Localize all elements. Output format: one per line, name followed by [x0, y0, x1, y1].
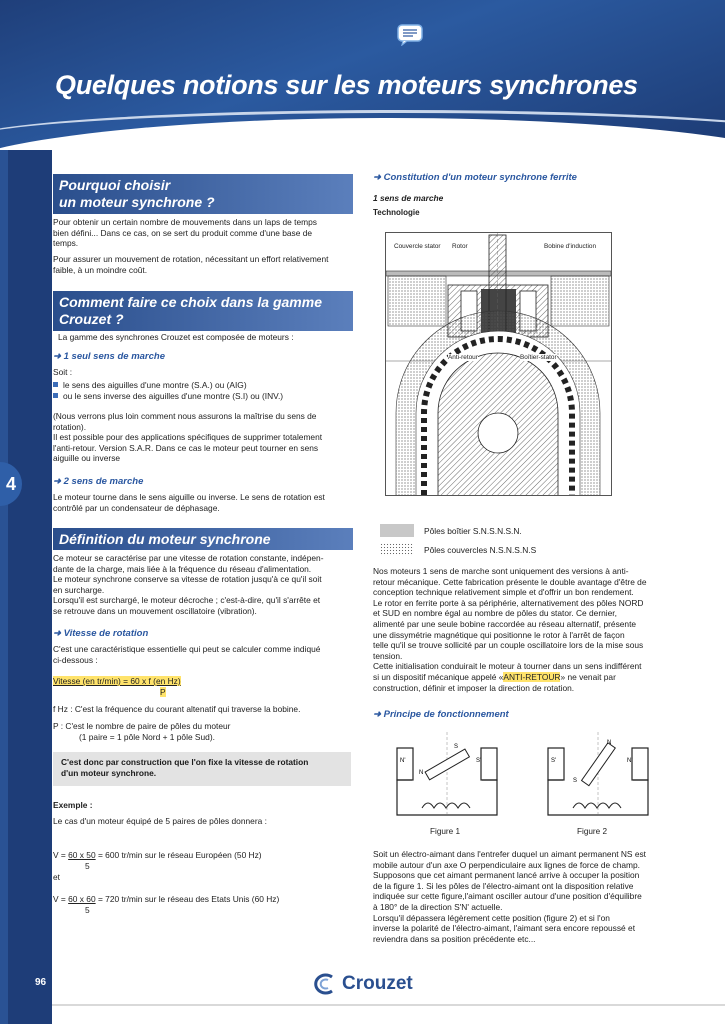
paragraph-ferrite: [373, 566, 673, 693]
text-line: l'anti-retour. Version S.A.R. Dans ce cas le moteur peut tourner en sens: [53, 442, 319, 453]
crouzet-logo-text: Crouzet: [342, 973, 413, 994]
figure-1-caption: Figure 1: [430, 827, 461, 836]
formula-denominator: P: [160, 686, 166, 697]
subheading-text: Constitution d'un moteur synchrone ferrite: [383, 172, 577, 183]
square-bullet-icon: [53, 382, 58, 387]
definition-f: f Hz : C'est la fréquence du courant altenatif qui traverse la bobine.: [53, 704, 301, 714]
text-line: Pour obtenir un certain nombre de mouvements dans un laps de temps: [53, 217, 317, 227]
formula-numerator: 60 x 50: [68, 850, 96, 860]
technologie-label: Technologie: [373, 208, 420, 217]
figure-2-electromagnet: [543, 730, 653, 820]
left-sidebar-edge: [0, 150, 8, 1024]
text-line: se retrouve dans un mouvement oscillatoire (vibration).: [53, 605, 257, 616]
text-line: inverse la polarité de l'électro-aimant, l'aimant sera encore repoussé et: [373, 923, 636, 934]
list-item: [53, 391, 353, 402]
paragraph-pourquoi-2: [53, 254, 353, 275]
text-line: une dissymétrie magnétique qui positionne le rotor à l'arrêt de façon: [373, 629, 625, 640]
heading-line: Définition du moteur synchrone: [59, 531, 271, 547]
example-formula-1: [53, 850, 353, 871]
text-line: tension.: [373, 650, 403, 661]
label-bobine-induction: Bobine d'induction: [544, 243, 597, 250]
formula-numerator: Vitesse (en tr/min) = 60 x f (en Hz): [53, 676, 181, 686]
text-line: Pour assurer un mouvement de rotation, nécessitant un effort relativement: [53, 254, 329, 264]
figure-1-electromagnet: [392, 730, 502, 820]
formula-result: = 600 tr/min sur le réseau Européen (50 Hz): [97, 850, 262, 860]
svg-text:S: S: [573, 778, 578, 784]
crouzet-logo: [312, 973, 413, 995]
text-line: aiguille ou inverse: [53, 453, 121, 464]
svg-text:S: S: [454, 744, 459, 750]
header-swoosh-line: [0, 110, 725, 150]
legend-swatch-couvercles: [380, 543, 414, 556]
paragraph-vitesse: [53, 644, 353, 665]
text-line: (Nous verrons plus loin comment nous assurons la maîtrise du sens de: [53, 411, 317, 421]
formula-denominator: 5: [85, 904, 90, 915]
example-text: Le cas d'un moteur équipé de 5 paires de pôles donnera :: [53, 816, 267, 826]
text-line: telle qu'il se trouve sollicité par un couple oscillatoire lors de la mise sous: [373, 640, 644, 651]
subheading-text: 2 sens de marche: [63, 476, 144, 487]
subheading-text: Principe de fonctionnement: [383, 709, 509, 720]
formula-result: = 720 tr/min sur le réseau des Etats Unis (60 Hz): [97, 894, 280, 904]
list-item-text: le sens des aiguilles d'une montre (S.A.) ou (AIG): [63, 380, 247, 390]
soit-label: Soit :: [53, 367, 73, 377]
svg-text:S': S': [551, 758, 557, 764]
example-formula-2: [53, 894, 353, 915]
subheading-vitesse: [53, 628, 148, 639]
arrow-right-icon: ➜: [373, 172, 384, 183]
page-title: Quelques notions sur les moteurs synchrones: [55, 70, 638, 100]
text-line: alimenté par une seule bobine raccordée au réseau alternatif, présente: [373, 618, 637, 629]
footer-divider: [52, 1004, 725, 1006]
text-line: C'est donc par construction que l'on fixe la vitesse de rotation: [61, 757, 309, 767]
text-span: » ne venait par: [560, 671, 616, 682]
formula-prefix: V =: [53, 894, 66, 904]
text-line: et SUD en nombre égal au nombre de pôles du stator. Ce dernier,: [373, 608, 617, 619]
formula-prefix: V =: [53, 850, 66, 860]
text-line: Le moteur synchrone conserve sa vitesse de rotation jusqu'à ce qu'il soit: [53, 574, 322, 585]
text-line: retour mécanique. Cette fabrication présente le double avantage d'être de: [373, 576, 647, 587]
section-heading-pourquoi: [53, 174, 353, 214]
figure-2-caption: Figure 2: [577, 827, 608, 836]
chat-bubble-icon: [397, 24, 423, 46]
text-line: construction, définir et imposer la direction de rotation.: [373, 682, 575, 693]
subheading-principe: [373, 709, 509, 720]
text-line: faible, à un moindre coût.: [53, 264, 148, 275]
heading-line: Comment faire ce choix dans la gamme: [59, 294, 322, 310]
section-heading-comment: [53, 291, 353, 331]
svg-text:N: N: [419, 770, 424, 776]
text-line: (1 paire = 1 pôle Nord + 1 pôle Sud).: [79, 731, 215, 742]
label-anti-retour: Anti-retour: [448, 354, 478, 361]
formula-numerator: 60 x 60: [68, 894, 96, 904]
arrow-right-icon: ➜: [53, 476, 64, 487]
text-line: Cette initialisation conduirait le moteur à tourner dans un sens indifférent: [373, 661, 642, 672]
svg-text:N': N': [627, 758, 633, 764]
text-line: temps.: [53, 238, 79, 249]
text-line: bien défini... Dans ce cas, on se sert du produit comme d'une base de: [53, 227, 313, 238]
text-line: Lorsqu'il est surchargé, le moteur décroche ; c'est-à-dire, qu'il s'arrête et: [53, 595, 321, 606]
subheading-2-sens: [53, 476, 143, 487]
text-line: rotation).: [53, 421, 87, 432]
chapter-tab[interactable]: 4: [0, 462, 22, 506]
label-rotor: Rotor: [452, 243, 468, 250]
text-line: conception technique relativement simple et d'offrir un bon rendement.: [373, 587, 634, 598]
heading-line: Pourquoi choisir: [59, 177, 171, 193]
section-heading-definition: [53, 528, 353, 550]
arrow-right-icon: ➜: [53, 628, 64, 639]
definition-p: [53, 721, 353, 742]
label-couvercle-stator: Couvercle stator: [394, 243, 441, 250]
subheading-1-sens: [53, 351, 165, 362]
speed-formula: [53, 676, 181, 697]
paragraph-definition: [53, 553, 353, 617]
paragraph-principe: [373, 849, 673, 944]
heading-line: un moteur synchrone ?: [59, 194, 215, 210]
text-line: en surcharge.: [53, 584, 105, 595]
heading-line: Crouzet ?: [59, 311, 124, 327]
et-label: et: [53, 872, 60, 882]
subheading-text: 1 seul sens de marche: [63, 351, 165, 362]
subheading-text: Vitesse de rotation: [63, 628, 149, 639]
text-line: indiquée sur cette figure,l'aimant osciller autour d'une position d'équilibre: [373, 891, 642, 902]
gamme-intro: La gamme des synchrones Crouzet est composée de moteurs :: [58, 332, 294, 342]
bullet-list: [53, 380, 353, 401]
text-line: P : C'est le nombre de paire de pôles du moteur: [53, 721, 231, 731]
legend-text-couvercles: Pôles couvercles N.S.N.S.N.S: [424, 545, 537, 555]
text-line: mobile autour d'un axe O perpendiculaire aux lignes de force de champ.: [373, 859, 640, 870]
note-box: [53, 752, 351, 786]
motor-cross-section-figure: [386, 233, 611, 495]
svg-text:N': N': [400, 758, 406, 764]
text-line: [373, 672, 673, 683]
text-line: Ce moteur se caractérise par une vitesse de rotation constante, indépen-: [53, 553, 324, 563]
label-boitier-stator: Boîtier-stator: [520, 354, 557, 361]
text-line: à 180° de la direction S'N' actuelle.: [373, 901, 503, 912]
sens-label: 1 sens de marche: [373, 193, 444, 203]
list-item-text: ou le sens inverse des aiguilles d'une montre (S.I) ou (INV.): [63, 390, 284, 401]
paragraph-2-sens: [53, 492, 353, 513]
text-line: d'un moteur synchrone.: [61, 767, 157, 778]
page-number: 96: [35, 977, 47, 988]
text-line: Nos moteurs 1 sens de marche sont uniquement des versions à anti-: [373, 566, 629, 576]
text-line: Le moteur tourne dans le sens aiguille ou inverse. Le sens de rotation est: [53, 492, 325, 502]
text-line: reviendra dans sa position précédente etc...: [373, 933, 536, 944]
text-line: dante de la charge, mais liée à la fréquence du réseau d'alimentation.: [53, 563, 312, 574]
text-line: Soit un électro-aimant dans l'entrefer duquel un aimant permanent NS est: [373, 849, 647, 859]
anti-retour-highlight: ANTI-RETOUR: [503, 671, 561, 682]
formula-denominator: 5: [85, 860, 90, 871]
legend-swatch-boitier: [380, 524, 414, 537]
text-line: Le rotor en ferrite porte à sa périphérie, alternativement des pôles NORD: [373, 597, 644, 608]
arrow-right-icon: ➜: [373, 709, 384, 720]
text-line: Supposons que cet aimant permanent lancé arrive à occuper la position: [373, 870, 640, 881]
text-line: de la figure 1. Si les pôles de l'électro-aimant ont la disposition relative: [373, 880, 634, 891]
text-line: ci-dessous :: [53, 654, 98, 665]
example-title: Exemple :: [53, 800, 93, 810]
list-item: [53, 380, 353, 391]
arrow-right-icon: ➜: [53, 351, 64, 362]
svg-text:S': S': [476, 758, 482, 764]
text-line: Lorsqu'il dépassera légèrement cette position (figure 2) et si l'on: [373, 912, 610, 923]
motor-technical-drawing: [385, 232, 612, 496]
square-bullet-icon: [53, 393, 58, 398]
paragraph-maitrise: [53, 411, 353, 464]
svg-text:N: N: [607, 740, 612, 746]
text-line: Il est possible pour des applications spécifiques de supprimer totalement: [53, 432, 323, 443]
subheading-constitution: [373, 172, 577, 183]
text-span: si un dispositif mécanique appelé «: [373, 671, 504, 682]
text-line: C'est une caractéristique essentielle qui peut se calculer comme indiqué: [53, 644, 321, 654]
paragraph-pourquoi-1: [53, 217, 353, 249]
legend-text-boitier: Pôles boîtier S.N.S.N.S.N.: [424, 526, 522, 536]
crouzet-logo-icon: [312, 973, 338, 995]
text-line: contrôlé par un condensateur de déphasage.: [53, 502, 220, 513]
